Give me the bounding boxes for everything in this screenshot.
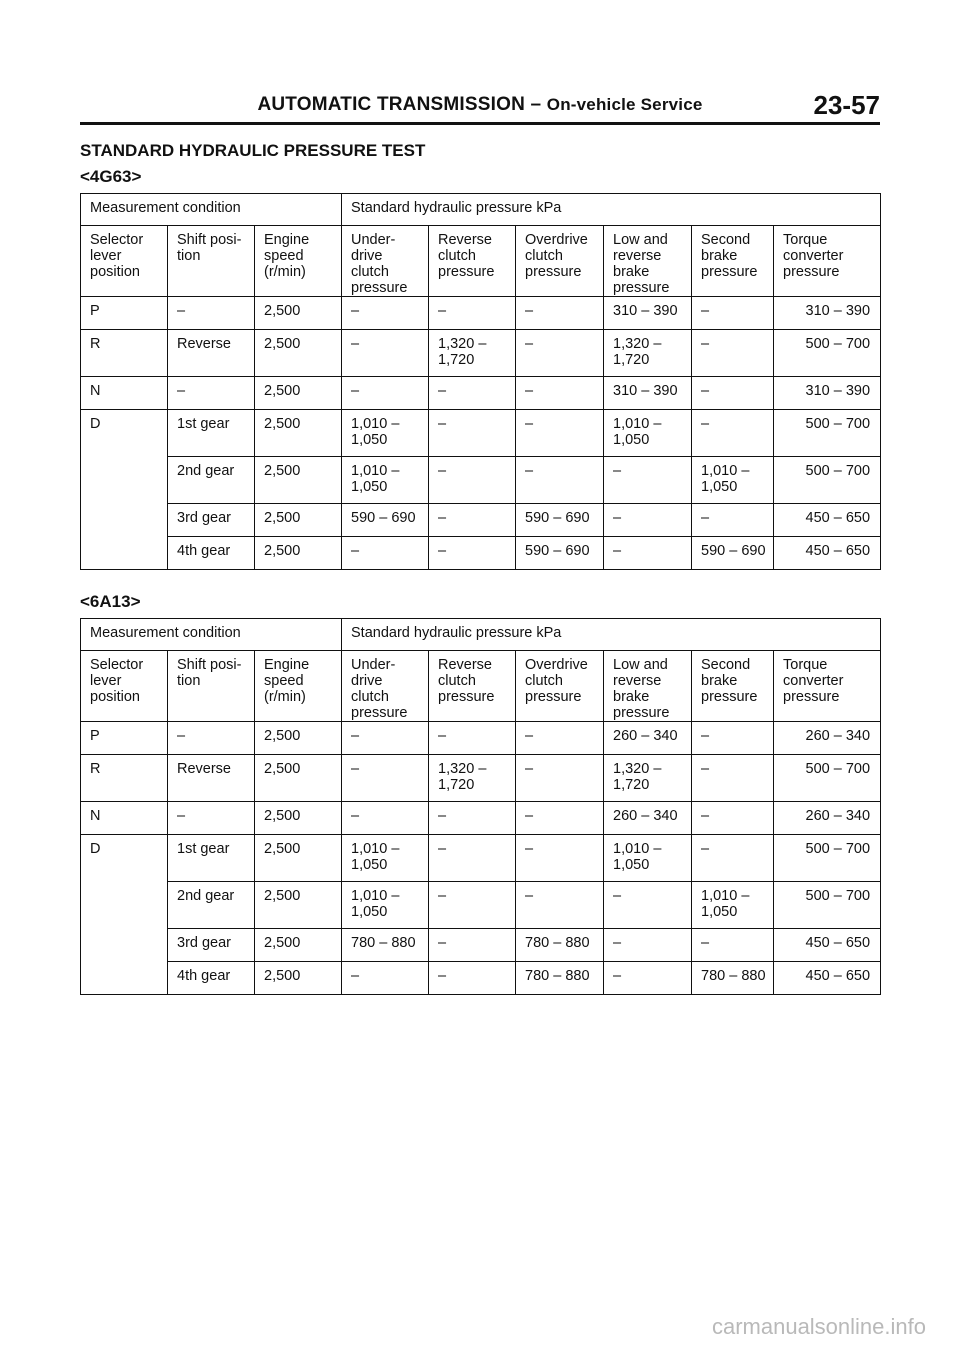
- cell-shift: 1st gear: [168, 410, 255, 457]
- col-header-low-reverse-brake: Low and reverse brake pressure: [604, 651, 692, 722]
- table-row: [81, 457, 881, 504]
- cell-speed: 2,500: [255, 882, 342, 929]
- cell-overdrive: –: [516, 722, 604, 755]
- cell-torque-converter: 500 – 700: [774, 330, 881, 377]
- page-header: [80, 92, 880, 124]
- cell-second-brake: –: [692, 755, 774, 802]
- cell-low-reverse: 310 – 390: [604, 377, 692, 410]
- cell-torque-converter: 500 – 700: [774, 835, 881, 882]
- cell-low-reverse: 310 – 390: [604, 297, 692, 330]
- cell-overdrive: 590 – 690: [516, 504, 604, 537]
- cell-underdrive: 1,010 – 1,050: [342, 835, 429, 882]
- cell-low-reverse: –: [604, 962, 692, 995]
- cell-speed: 2,500: [255, 410, 342, 457]
- pressure-table-4g63: [80, 193, 881, 570]
- cell-second-brake: –: [692, 297, 774, 330]
- measurement-condition-header: Measurement condition: [81, 194, 342, 226]
- cell-reverse: –: [429, 835, 516, 882]
- cell-speed: 2,500: [255, 330, 342, 377]
- table-row: [81, 929, 881, 962]
- cell-overdrive: –: [516, 297, 604, 330]
- cell-low-reverse: 1,010 – 1,050: [604, 835, 692, 882]
- col-header-torque-converter: Torque converter pressure: [774, 651, 881, 722]
- cell-underdrive: –: [342, 377, 429, 410]
- cell-shift: 4th gear: [168, 537, 255, 570]
- cell-speed: 2,500: [255, 835, 342, 882]
- cell-second-brake: 590 – 690: [692, 537, 774, 570]
- cell-underdrive: –: [342, 962, 429, 995]
- cell-lever: R: [81, 755, 168, 802]
- page-number: 23-57: [813, 90, 880, 120]
- col-header-reverse-clutch: Reverse clutch pressure: [429, 226, 516, 297]
- cell-second-brake: –: [692, 504, 774, 537]
- cell-overdrive: –: [516, 835, 604, 882]
- cell-shift: 2nd gear: [168, 882, 255, 929]
- cell-low-reverse: –: [604, 457, 692, 504]
- col-header-overdrive: Overdrive clutch pressure: [516, 651, 604, 722]
- cell-reverse: –: [429, 297, 516, 330]
- cell-shift: –: [168, 377, 255, 410]
- cell-speed: 2,500: [255, 457, 342, 504]
- cell-torque-converter: 260 – 340: [774, 802, 881, 835]
- col-header-second-brake: Second brake pressure: [692, 226, 774, 297]
- cell-low-reverse: –: [604, 504, 692, 537]
- table-row: [81, 962, 881, 995]
- cell-second-brake: –: [692, 330, 774, 377]
- col-header-shift-position: Shift posi- tion: [168, 651, 255, 722]
- cell-reverse: –: [429, 802, 516, 835]
- cell-torque-converter: 450 – 650: [774, 537, 881, 570]
- cell-torque-converter: 450 – 650: [774, 504, 881, 537]
- table-row: [81, 722, 881, 755]
- cell-overdrive: –: [516, 457, 604, 504]
- cell-underdrive: –: [342, 722, 429, 755]
- cell-shift: 3rd gear: [168, 929, 255, 962]
- cell-second-brake: 780 – 880: [692, 962, 774, 995]
- cell-underdrive: 780 – 880: [342, 929, 429, 962]
- cell-overdrive: –: [516, 377, 604, 410]
- cell-shift: Reverse: [168, 755, 255, 802]
- cell-overdrive: –: [516, 882, 604, 929]
- manual-title: AUTOMATIC TRANSMISSION: [257, 94, 526, 115]
- cell-underdrive: –: [342, 755, 429, 802]
- table-row: [81, 882, 881, 929]
- cell-speed: 2,500: [255, 722, 342, 755]
- cell-speed: 2,500: [255, 297, 342, 330]
- cell-reverse: –: [429, 410, 516, 457]
- col-header-engine-speed: Engine speed (r/min): [255, 226, 342, 297]
- cell-speed: 2,500: [255, 755, 342, 802]
- standard-pressure-header: Standard hydraulic pressure kPa: [342, 619, 881, 651]
- cell-underdrive: –: [342, 297, 429, 330]
- cell-low-reverse: 1,320 – 1,720: [604, 755, 692, 802]
- cell-shift: Reverse: [168, 330, 255, 377]
- cell-speed: 2,500: [255, 929, 342, 962]
- cell-overdrive: –: [516, 330, 604, 377]
- cell-torque-converter: 450 – 650: [774, 962, 881, 995]
- cell-overdrive: 780 – 880: [516, 962, 604, 995]
- table-row: [81, 297, 881, 330]
- cell-torque-converter: 500 – 700: [774, 882, 881, 929]
- cell-overdrive: 780 – 880: [516, 929, 604, 962]
- table-row: [81, 377, 881, 410]
- cell-second-brake: 1,010 – 1,050: [692, 457, 774, 504]
- manual-subtitle: On-vehicle Service: [546, 95, 703, 114]
- cell-speed: 2,500: [255, 962, 342, 995]
- cell-lever: D: [81, 835, 168, 995]
- cell-shift: –: [168, 722, 255, 755]
- cell-speed: 2,500: [255, 537, 342, 570]
- cell-second-brake: –: [692, 835, 774, 882]
- table-row: [81, 537, 881, 570]
- cell-low-reverse: 1,010 – 1,050: [604, 410, 692, 457]
- cell-lever: P: [81, 297, 168, 330]
- cell-torque-converter: 450 – 650: [774, 929, 881, 962]
- table-row: [81, 330, 881, 377]
- cell-reverse: –: [429, 537, 516, 570]
- cell-reverse: –: [429, 962, 516, 995]
- cell-speed: 2,500: [255, 377, 342, 410]
- cell-low-reverse: –: [604, 882, 692, 929]
- cell-torque-converter: 260 – 340: [774, 722, 881, 755]
- col-header-selector-lever: Selector lever position: [81, 651, 168, 722]
- table-row: [81, 755, 881, 802]
- cell-overdrive: –: [516, 755, 604, 802]
- cell-reverse: –: [429, 929, 516, 962]
- cell-overdrive: 590 – 690: [516, 537, 604, 570]
- cell-overdrive: –: [516, 410, 604, 457]
- cell-second-brake: 1,010 – 1,050: [692, 882, 774, 929]
- col-header-selector-lever: Selector lever position: [81, 226, 168, 297]
- table-row: [81, 835, 881, 882]
- cell-reverse: 1,320 – 1,720: [429, 755, 516, 802]
- header-rule: [80, 122, 880, 125]
- cell-second-brake: –: [692, 929, 774, 962]
- condition-header-row: [81, 619, 881, 651]
- col-header-low-reverse-brake: Low and reverse brake pressure: [604, 226, 692, 297]
- cell-lever: D: [81, 410, 168, 570]
- model-label-4g63: <4G63>: [80, 167, 142, 186]
- site-watermark: carmanualsonline.info: [711, 1314, 926, 1339]
- col-header-engine-speed: Engine speed (r/min): [255, 651, 342, 722]
- cell-shift: –: [168, 802, 255, 835]
- cell-reverse: –: [429, 722, 516, 755]
- cell-low-reverse: 260 – 340: [604, 802, 692, 835]
- cell-shift: 1st gear: [168, 835, 255, 882]
- col-header-underdrive: Under- drive clutch pressure: [342, 651, 429, 722]
- model-label-6a13: <6A13>: [80, 592, 141, 611]
- cell-underdrive: –: [342, 802, 429, 835]
- cell-second-brake: –: [692, 802, 774, 835]
- cell-torque-converter: 500 – 700: [774, 410, 881, 457]
- cell-torque-converter: 310 – 390: [774, 377, 881, 410]
- standard-pressure-header: Standard hydraulic pressure kPa: [342, 194, 881, 226]
- cell-lever: N: [81, 802, 168, 835]
- cell-low-reverse: 1,320 – 1,720: [604, 330, 692, 377]
- cell-reverse: –: [429, 504, 516, 537]
- col-header-second-brake: Second brake pressure: [692, 651, 774, 722]
- measurement-condition-header: Measurement condition: [81, 619, 342, 651]
- table-row: [81, 802, 881, 835]
- col-header-torque-converter: Torque converter pressure: [774, 226, 881, 297]
- cell-lever: P: [81, 722, 168, 755]
- cell-low-reverse: –: [604, 929, 692, 962]
- column-header-row: [81, 226, 881, 297]
- cell-second-brake: –: [692, 722, 774, 755]
- cell-second-brake: –: [692, 377, 774, 410]
- cell-underdrive: 590 – 690: [342, 504, 429, 537]
- cell-underdrive: –: [342, 330, 429, 377]
- table-row: [81, 410, 881, 457]
- cell-shift: 2nd gear: [168, 457, 255, 504]
- cell-shift: –: [168, 297, 255, 330]
- cell-torque-converter: 500 – 700: [774, 457, 881, 504]
- cell-speed: 2,500: [255, 504, 342, 537]
- cell-underdrive: 1,010 – 1,050: [342, 457, 429, 504]
- cell-speed: 2,500: [255, 802, 342, 835]
- cell-low-reverse: –: [604, 537, 692, 570]
- cell-lever: R: [81, 330, 168, 377]
- cell-overdrive: –: [516, 802, 604, 835]
- condition-header-row: [81, 194, 881, 226]
- cell-reverse: 1,320 – 1,720: [429, 330, 516, 377]
- cell-underdrive: 1,010 – 1,050: [342, 410, 429, 457]
- cell-underdrive: –: [342, 537, 429, 570]
- page-title: [80, 94, 880, 116]
- table-row: [81, 504, 881, 537]
- column-header-row: [81, 651, 881, 722]
- section-title: STANDARD HYDRAULIC PRESSURE TEST: [80, 141, 426, 160]
- cell-reverse: –: [429, 882, 516, 929]
- cell-torque-converter: 310 – 390: [774, 297, 881, 330]
- cell-lever: N: [81, 377, 168, 410]
- col-header-shift-position: Shift posi- tion: [168, 226, 255, 297]
- cell-underdrive: 1,010 – 1,050: [342, 882, 429, 929]
- pressure-table-6a13: [80, 618, 881, 995]
- cell-reverse: –: [429, 377, 516, 410]
- cell-low-reverse: 260 – 340: [604, 722, 692, 755]
- col-header-reverse-clutch: Reverse clutch pressure: [429, 651, 516, 722]
- col-header-underdrive: Under- drive clutch pressure: [342, 226, 429, 297]
- title-separator: –: [525, 94, 547, 115]
- cell-second-brake: –: [692, 410, 774, 457]
- cell-shift: 4th gear: [168, 962, 255, 995]
- cell-shift: 3rd gear: [168, 504, 255, 537]
- cell-reverse: –: [429, 457, 516, 504]
- col-header-overdrive: Overdrive clutch pressure: [516, 226, 604, 297]
- cell-torque-converter: 500 – 700: [774, 755, 881, 802]
